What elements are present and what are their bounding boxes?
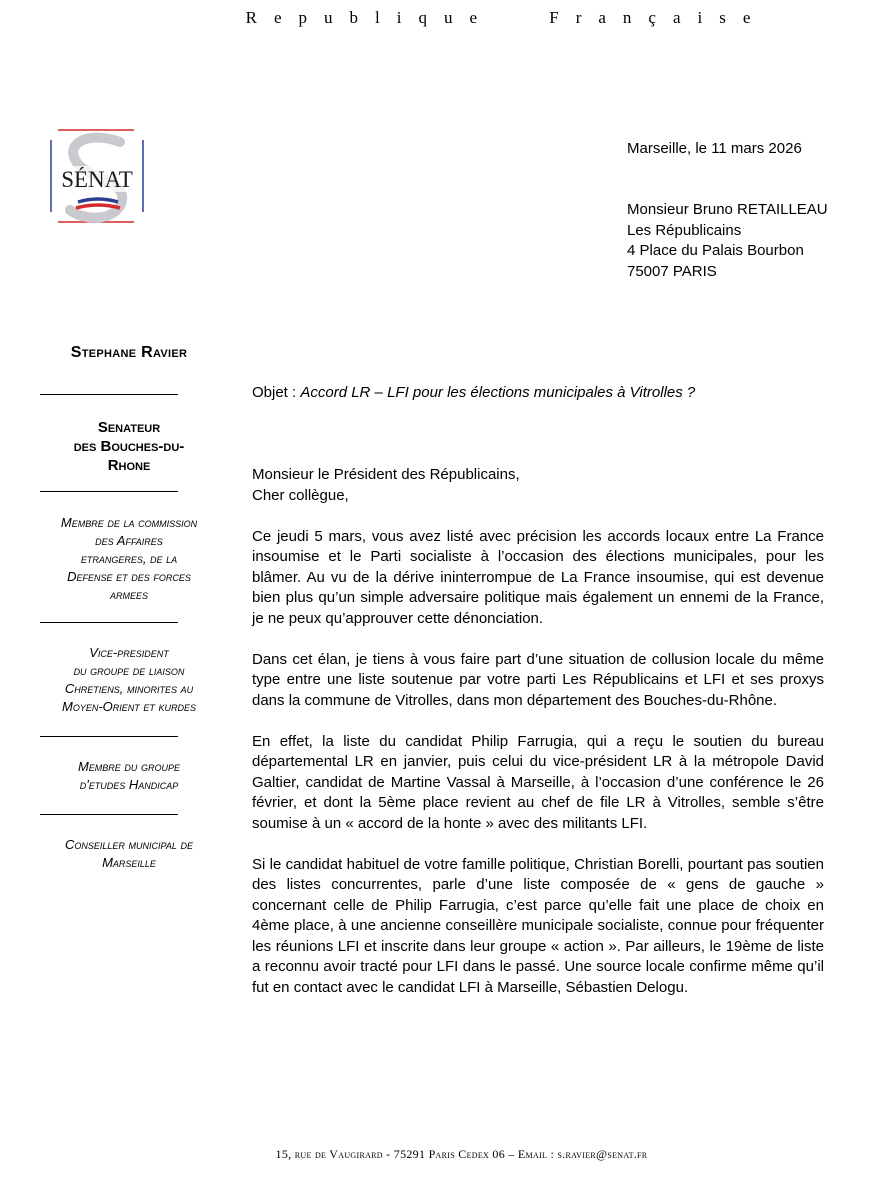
handicap-line: d'etudes Handicap (79, 777, 179, 792)
recipient-city: 75007 PARIS (627, 262, 717, 280)
divider (40, 491, 178, 492)
letter-body (252, 465, 824, 998)
senat-logo (48, 126, 148, 226)
commission-line: Membre de la commission (60, 515, 198, 530)
commission-line: armees (109, 587, 148, 602)
sender-title-line: des Bouches-du- (73, 438, 185, 455)
sender-title (20, 418, 238, 475)
body-paragraph: Dans cet élan, je tiens à vous faire part d’une situation de collusion locale du même type entre une liste soutenue par votre parti Les Républicains et LFI et ses proxys dans la commune de Vitrolles, dans mon département des Bouches-du-Rhône. (252, 650, 824, 709)
recipient-street: 4 Place du Palais Bourbon (627, 242, 804, 259)
vice-president-role (20, 644, 238, 716)
body-paragraph: Si le candidat habituel de votre famille politique, Christian Borelli, pourtant pas soutien des listes concurrentes, parle d’une liste composée de « gens de gauche » concernant celle de Philip Farrugia, c’est parce qu’elle fait une place de choix en 4ème place, à une ancienne conseillère municipale socialiste, connue pour fréquenter les réunions LFI et inscrite dans leur groupe « action ». Par ailleurs, le 19ème de liste a reconnu avoir tracté pour LFI dans le passé. Une source locale confirme même qu’il fut en contact avec le candidat LFI à Marseille, Sébastien Delogu. (252, 855, 824, 996)
commission-line: etrangeres, de la (80, 551, 178, 566)
vice-line: Vice-president (89, 645, 169, 660)
senat-logo-icon (48, 126, 148, 226)
divider (40, 814, 178, 815)
logo-text: SÉNAT (61, 167, 133, 192)
commission-line: Defense et des forces (67, 569, 191, 584)
letter-subject (252, 384, 695, 401)
commission-line: des Affaires (95, 533, 163, 548)
salutation-line: Monsieur le Président des Républicains, (252, 466, 520, 483)
commission-role (20, 514, 238, 604)
divider (40, 736, 178, 737)
handicap-line: Membre du groupe (77, 759, 181, 774)
recipient-address (627, 200, 828, 282)
vice-line: Chretiens, minorites au (64, 681, 194, 696)
body-paragraph: Ce jeudi 5 mars, vous avez listé avec précision les accords locaux entre La France insoumise et le Parti socialiste à l’occasion des élections municipales, pour les blâmer. Au vu de la dérive ininterrompue de La France insoumise, qui est devenue bien plus qu’un simple adversaire politique mais également un ennemi de la France, je ne peux qu’approuver cette dénonciation. (252, 527, 824, 627)
footer-address: 15, rue de Vaugirard - 75291 Paris Cedex 06 – Email : s.ravier@senat.fr (275, 1147, 648, 1161)
conseiller-line: Conseiller municipal de (65, 837, 193, 852)
recipient-name: Monsieur Bruno RETAILLEAU (627, 201, 828, 218)
letter-date: Marseille, le 11 mars 2026 (627, 140, 802, 157)
sender-title-line: Senateur (97, 419, 161, 436)
letterhead-republic: Republique Française (245, 8, 768, 27)
sender-name: Stephane Ravier (70, 344, 188, 361)
conseiller-line: Marseille (102, 855, 156, 870)
body-paragraph: En effet, la liste du candidat Philip Farrugia, qui a reçu le soutien du bureau départemental LR en janvier, puis celui du vice-président LR à la métropole David Galtier, candidat de Martine Vassal à Marseille, à l’occasion d’une conférence le 26 février, et dont la 5ème place revient au chef de file LR à Vitrolles, semble s’être soumise à un « accord de la honte » avec des militants LFI. (252, 732, 824, 832)
divider (40, 622, 178, 623)
subject-text: Accord LR – LFI pour les élections municipales à Vitrolles ? (300, 384, 696, 401)
vice-line: du groupe de liaison (73, 663, 185, 678)
recipient-org: Les Républicains (627, 221, 742, 239)
divider (40, 394, 178, 395)
sender-title-line: Rhone (107, 457, 151, 474)
handicap-role (20, 758, 238, 794)
vice-line: Moyen-Orient et kurdes (61, 699, 196, 714)
salutation-line: Cher collègue, (252, 486, 349, 504)
subject-label: Objet : (252, 384, 301, 401)
conseiller-role (20, 836, 238, 872)
